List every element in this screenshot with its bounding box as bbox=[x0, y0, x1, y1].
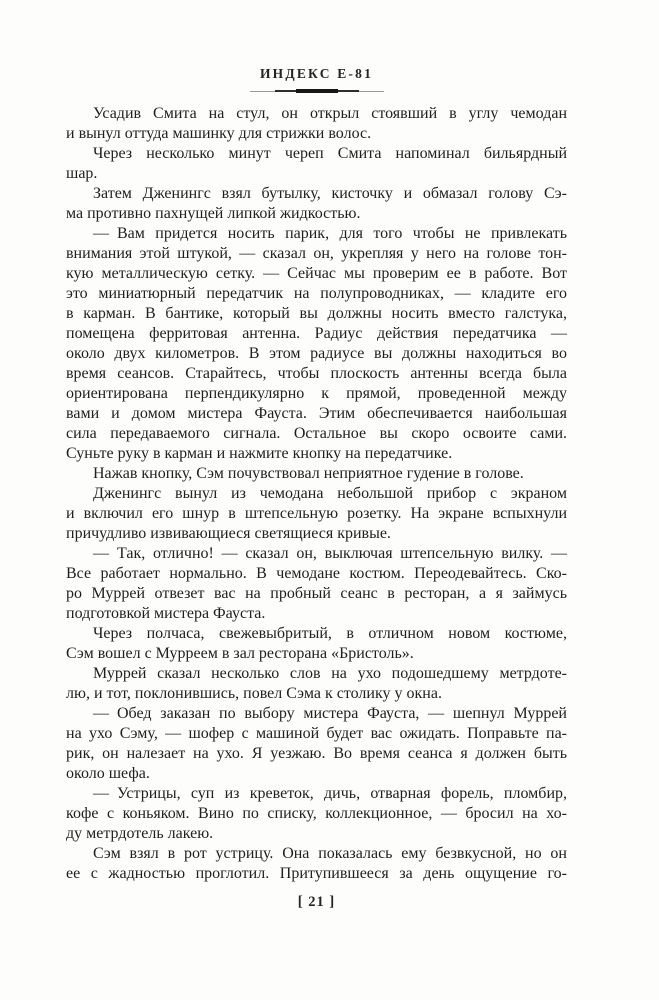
text-line: Нажав кнопку, Сэм почувствовал неприятное гудение в голове. bbox=[93, 465, 524, 482]
paragraph bbox=[66, 104, 567, 144]
text-line: ориентирована перпендикулярно к прямой, проведенной между bbox=[66, 385, 567, 402]
text-line: Дженингс вынул из чемодана небольшой прибор с экраном bbox=[93, 485, 567, 502]
ornament-left-thin-rule bbox=[250, 91, 275, 92]
text-line: помещена ферритовая антенна. Радиус действия передатчика — bbox=[66, 325, 567, 342]
text-line: Затем Дженингс взял бутылку, кисточку и обмазал голову Сэ- bbox=[93, 185, 567, 202]
text-line: — Вам придется носить парик, для того чтобы не привлекать bbox=[93, 225, 567, 242]
text-line: — Устрицы, суп из креветок, дичь, отварная форель, пломбир, bbox=[93, 785, 567, 802]
paragraph bbox=[66, 184, 567, 224]
page-body bbox=[66, 104, 567, 884]
text-line: — Так, отлично! — сказал он, выключая штепсельную вилку. — bbox=[93, 545, 567, 562]
running-head-title: ИНДЕКС Е-81 bbox=[259, 66, 374, 81]
page-number: [ 21 ] bbox=[297, 894, 336, 910]
text-line: причудливо извивающиеся светящиеся кривые. bbox=[66, 525, 391, 542]
ornament-left-mid-rule bbox=[275, 90, 296, 92]
text-line: кую металлическую сетку. — Сейчас мы проверим ее в работе. Вот bbox=[66, 265, 567, 282]
text-line: вами и домом мистера Фауста. Этим обеспечивается наибольшая bbox=[66, 405, 567, 422]
ornament-center-bar bbox=[296, 89, 338, 93]
text-line: ду метрдотель лакею. bbox=[66, 825, 214, 842]
text-line: около шефа. bbox=[66, 765, 150, 782]
paragraph bbox=[66, 544, 567, 624]
paragraph bbox=[66, 844, 567, 884]
text-line: — Обед заказан по выбору мистера Фауста, — шепнул Муррей bbox=[93, 705, 567, 722]
text-line: и вынул оттуда машинку для стрижки волос. bbox=[66, 125, 372, 142]
paragraph bbox=[66, 704, 567, 784]
ornament-right-mid-rule bbox=[338, 90, 359, 92]
text-line: на ухо Сэму, — шофер с машиной будет вас ожидать. Поправьте па- bbox=[66, 725, 567, 742]
paragraph bbox=[66, 224, 567, 464]
text-line: в карман. В бантике, который вы должны носить вместо галстука, bbox=[66, 305, 567, 322]
ornament-right-thin-rule bbox=[359, 91, 384, 92]
paragraph bbox=[66, 484, 567, 544]
text-line: лю, и тот, поклонившись, повел Сэма к столику у окна. bbox=[66, 685, 442, 702]
text-line: Сэм вошел с Мурреем в зал ресторана «Бристоль». bbox=[66, 645, 414, 662]
text-line: подготовкой мистера Фауста. bbox=[66, 605, 266, 622]
text-line: Муррей сказал несколько слов на ухо подошедшему метрдоте- bbox=[93, 665, 567, 682]
text-line: рик, он налезает на ухо. Я уезжаю. Во время сеанса я должен быть bbox=[66, 745, 567, 762]
text-line: время сеансов. Старайтесь, чтобы плоскость антенны всегда была bbox=[66, 365, 567, 382]
paragraph bbox=[66, 144, 567, 184]
header-ornament-rule bbox=[66, 88, 567, 94]
text-line: Суньте руку в карман и нажмите кнопку на передатчике. bbox=[66, 445, 453, 462]
text-line: Сэм взял в рот устрицу. Она показалась ему безвкусной, но он bbox=[93, 845, 567, 862]
paragraph bbox=[66, 664, 567, 704]
text-line: Усадив Смита на стул, он открыл стоявший в углу чемодан bbox=[93, 105, 567, 122]
paragraph bbox=[66, 784, 567, 844]
text-line: внимания этой штукой, — сказал он, укрепляя у него на голове тон- bbox=[66, 245, 567, 262]
paragraph bbox=[66, 624, 567, 664]
text-line: ее с жадностью проглотил. Притупившееся за день ощущение го- bbox=[66, 865, 567, 882]
text-line: и включил его шнур в штепсельную розетку. На экране вспыхнули bbox=[66, 505, 567, 522]
text-line: Через полчаса, свежевыбритый, в отличном новом костюме, bbox=[93, 625, 567, 642]
text-line: сила передаваемого сигнала. Остальное вы скоро освоите сами. bbox=[66, 425, 567, 442]
text-line: ма противно пахнущей липкой жидкостью. bbox=[66, 205, 361, 222]
text-line: это миниатюрный передатчик на полупроводниках, — кладите его bbox=[66, 285, 567, 302]
text-line: ро Муррей отвезет вас на пробный сеанс в ресторан, а я займусь bbox=[66, 585, 567, 602]
text-line: около двух километров. В этом радиусе вы должны находиться во bbox=[66, 345, 567, 362]
text-line: шар. bbox=[66, 165, 98, 182]
text-line: Через несколько минут череп Смита напоминал бильярдный bbox=[93, 145, 567, 162]
paragraph bbox=[66, 464, 567, 484]
text-line: Все работает нормально. В чемодане костюм. Переодевайтесь. Ско- bbox=[66, 565, 567, 582]
text-line: кофе с коньяком. Вино по списку, коллекционное, — бросил на хо- bbox=[66, 805, 567, 822]
